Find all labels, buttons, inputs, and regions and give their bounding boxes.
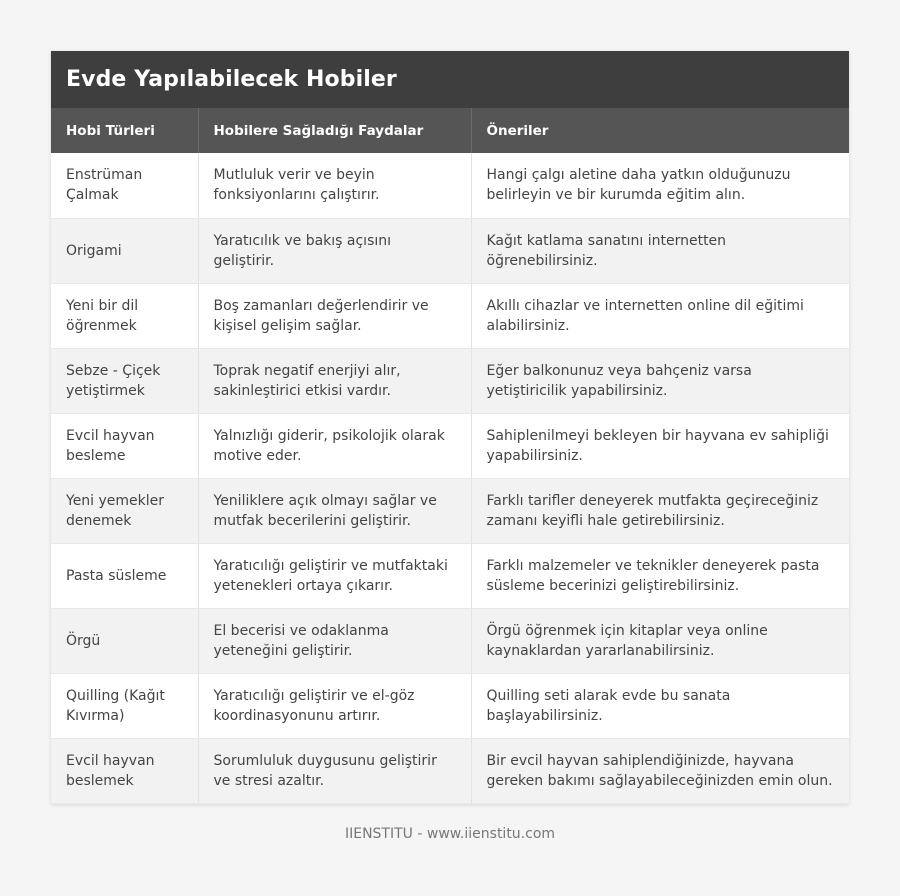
cell-hobby: Yeni bir dil öğrenmek bbox=[51, 283, 198, 348]
cell-benefit: Boş zamanları değerlendirir ve kişisel gelişim sağlar. bbox=[198, 283, 471, 348]
table-row bbox=[51, 348, 849, 413]
cell-hobby: Evcil hayvan besleme bbox=[51, 413, 198, 478]
cell-hobby: Enstrüman Çalmak bbox=[51, 153, 198, 218]
cell-suggestion: Sahiplenilmeyi bekleyen bir hayvana ev sahipliği yapabilirsiniz. bbox=[471, 413, 849, 478]
cell-suggestion: Akıllı cihazlar ve internetten online dil eğitimi alabilirsiniz. bbox=[471, 283, 849, 348]
cell-hobby: Pasta süsleme bbox=[51, 543, 198, 608]
table-row bbox=[51, 673, 849, 738]
footer-credit: IIENSTITU - www.iienstitu.com bbox=[344, 826, 556, 842]
cell-suggestion: Kağıt katlama sanatını internetten öğrenebilirsiniz. bbox=[471, 218, 849, 283]
column-header-benefits: Hobilere Sağladığı Faydalar bbox=[198, 108, 471, 153]
table-body bbox=[51, 153, 849, 803]
cell-suggestion: Farklı tarifler deneyerek mutfakta geçireceğiniz zamanı keyifli hale getirebilirsiniz. bbox=[471, 478, 849, 543]
cell-benefit: Yaratıcılığı geliştirir ve el-göz koordinasyonunu artırır. bbox=[198, 673, 471, 738]
cell-hobby: Yeni yemekler denemek bbox=[51, 478, 198, 543]
table-row bbox=[51, 738, 849, 803]
cell-benefit: El becerisi ve odaklanma yeteneğini geliştirir. bbox=[198, 608, 471, 673]
cell-benefit: Yeniliklere açık olmayı sağlar ve mutfak becerilerini geliştirir. bbox=[198, 478, 471, 543]
table-row bbox=[51, 478, 849, 543]
header-row bbox=[51, 108, 849, 153]
cell-suggestion: Eğer balkonunuz veya bahçeniz varsa yetiştiricilik yapabilirsiniz. bbox=[471, 348, 849, 413]
cell-hobby: Sebze - Çiçek yetiştirmek bbox=[51, 348, 198, 413]
hobbies-table bbox=[51, 108, 849, 804]
table-header bbox=[51, 108, 849, 153]
column-header-hobby-types: Hobi Türleri bbox=[51, 108, 198, 153]
cell-suggestion: Quilling seti alarak evde bu sanata başlayabilirsiniz. bbox=[471, 673, 849, 738]
table-row bbox=[51, 218, 849, 283]
cell-suggestion: Farklı malzemeler ve teknikler deneyerek pasta süsleme becerinizi geliştirebilirsiniz. bbox=[471, 543, 849, 608]
table-row bbox=[51, 543, 849, 608]
column-header-suggestions: Öneriler bbox=[486, 122, 549, 139]
page-title: Evde Yapılabilecek Hobiler bbox=[66, 67, 397, 92]
table-row bbox=[51, 153, 849, 218]
cell-benefit: Toprak negatif enerjiyi alır, sakinleştirici etkisi vardır. bbox=[198, 348, 471, 413]
title-bar bbox=[51, 51, 849, 108]
table-row bbox=[51, 283, 849, 348]
cell-hobby: Evcil hayvan beslemek bbox=[51, 738, 198, 803]
cell-benefit: Yaratıcılık ve bakış açısını geliştirir. bbox=[198, 218, 471, 283]
cell-benefit: Mutluluk verir ve beyin fonksiyonlarını çalıştırır. bbox=[198, 153, 471, 218]
cell-hobby: Origami bbox=[51, 218, 198, 283]
table-row bbox=[51, 413, 849, 478]
cell-hobby: Quilling (Kağıt Kıvırma) bbox=[51, 673, 198, 738]
cell-suggestion: Hangi çalgı aletine daha yatkın olduğunuzu belirleyin ve bir kurumda eğitim alın. bbox=[471, 153, 849, 218]
cell-suggestion: Bir evcil hayvan sahiplendiğinizde, hayvana gereken bakımı sağlayabileceğinizden emin olun. bbox=[471, 738, 849, 803]
cell-benefit: Yalnızlığı giderir, psikolojik olarak motive eder. bbox=[198, 413, 471, 478]
table-row bbox=[51, 608, 849, 673]
cell-hobby: Örgü bbox=[51, 608, 198, 673]
cell-benefit: Yaratıcılığı geliştirir ve mutfaktaki yetenekleri ortaya çıkarır. bbox=[198, 543, 471, 608]
hobbies-table-card bbox=[51, 51, 849, 804]
cell-suggestion: Örgü öğrenmek için kitaplar veya online kaynaklardan yararlanabilirsiniz. bbox=[471, 608, 849, 673]
cell-benefit: Sorumluluk duygusunu geliştirir ve stresi azaltır. bbox=[198, 738, 471, 803]
